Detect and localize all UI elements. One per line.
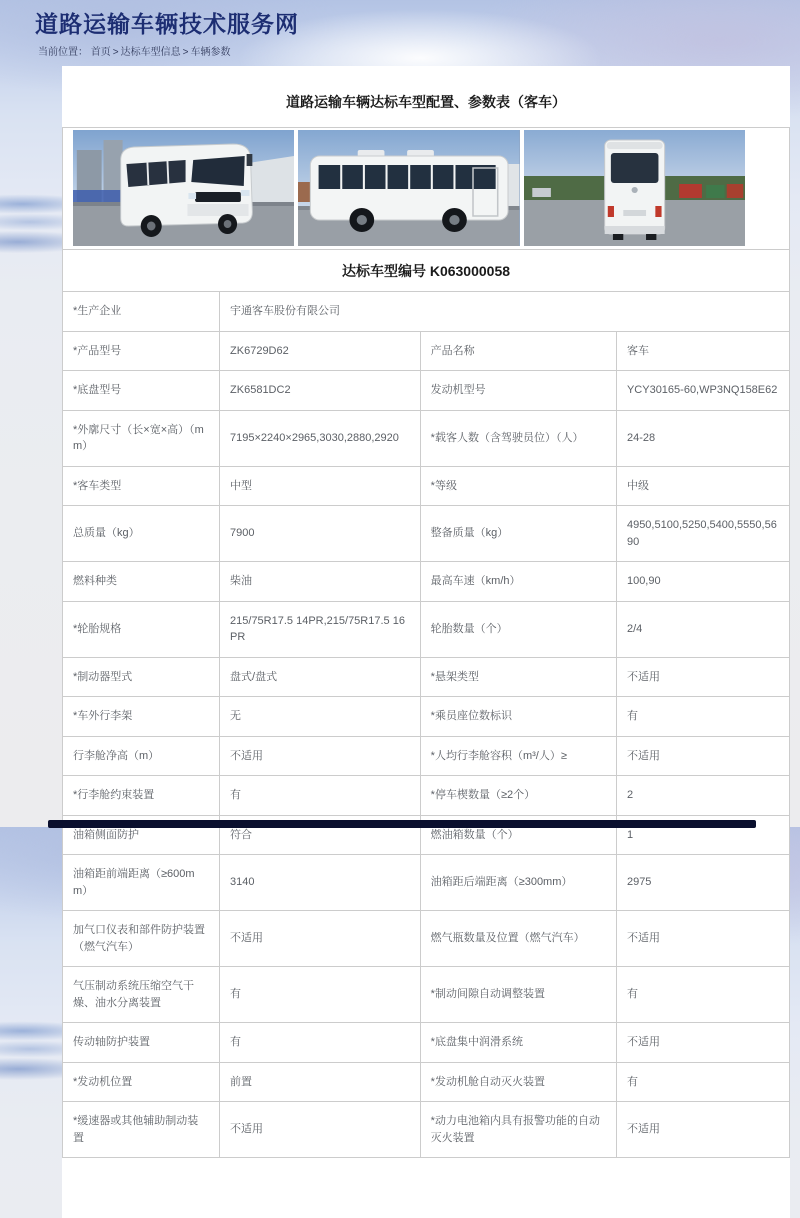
spec-label-cell: 轮胎数量（个）	[420, 601, 616, 657]
table-row	[63, 1102, 790, 1158]
spec-table-body	[63, 292, 790, 1158]
spec-label-cell: 燃油箱数量（个）	[420, 815, 616, 855]
spec-label-cell: 行李舱净高（m）	[63, 736, 220, 776]
breadcrumb	[38, 43, 230, 58]
spec-label-cell: *制动间隙自动调整装置	[420, 967, 616, 1023]
table-row	[63, 466, 790, 506]
table-row	[63, 506, 790, 562]
spec-value-cell: 3140	[220, 855, 421, 911]
spec-value-cell: 不适用	[220, 1102, 421, 1158]
spec-label-cell: *乘员座位数标识	[420, 697, 616, 737]
spec-label-cell: *行李舱约束装置	[63, 776, 220, 816]
spec-label-cell: 总质量（kg）	[63, 506, 220, 562]
table-row	[63, 371, 790, 411]
spec-value-cell: 有	[616, 1062, 789, 1102]
table-row	[63, 855, 790, 911]
bus-side-photo	[298, 130, 519, 246]
spec-value-cell: 不适用	[616, 911, 789, 967]
content-panel	[62, 66, 790, 1218]
spec-label-cell: 产品名称	[420, 331, 616, 371]
spec-label-cell: 最高车速（km/h）	[420, 562, 616, 602]
spec-value-cell: 不适用	[616, 736, 789, 776]
table-row	[63, 292, 790, 332]
spec-value-cell: 有	[220, 1023, 421, 1063]
table-row	[63, 657, 790, 697]
spec-value-cell: 7900	[220, 506, 421, 562]
bus-front-photo	[73, 130, 294, 246]
spec-value-cell: 2	[616, 776, 789, 816]
spec-label-cell: *人均行李舱容积（m³/人）≥	[420, 736, 616, 776]
spec-label-cell: *轮胎规格	[63, 601, 220, 657]
model-code-heading: 达标车型编号 K063000058	[62, 249, 790, 291]
table-row	[63, 1023, 790, 1063]
spec-label-cell: *悬架类型	[420, 657, 616, 697]
spec-label-cell: *车外行李架	[63, 697, 220, 737]
spec-value-cell: ZK6581DC2	[220, 371, 421, 411]
spec-label-cell: 气压制动系统压缩空气干燥、油水分离装置	[63, 967, 220, 1023]
spec-value-cell: YCY30165-60,WP3NQ158E62	[616, 371, 789, 411]
spec-label-cell: *发动机舱自动灭火装置	[420, 1062, 616, 1102]
spec-value-cell: 有	[220, 776, 421, 816]
spec-label-cell: *底盘型号	[63, 371, 220, 411]
table-row	[63, 967, 790, 1023]
spec-value-cell: 有	[616, 967, 789, 1023]
spec-value-cell: 盘式/盘式	[220, 657, 421, 697]
spec-label-cell: 油箱距后端距离（≥300mm）	[420, 855, 616, 911]
spec-label-cell: *产品型号	[63, 331, 220, 371]
breadcrumb-item-3: 车辆参数	[190, 47, 231, 58]
spec-value-cell: 不适用	[220, 911, 421, 967]
table-row	[63, 331, 790, 371]
spec-value-cell: 中级	[616, 466, 789, 506]
spec-value-cell: 4950,5100,5250,5400,5550,5690	[616, 506, 789, 562]
spec-label-cell: *底盘集中润滑系统	[420, 1023, 616, 1063]
spec-value-cell: 柴油	[220, 562, 421, 602]
spec-value-cell: 1	[616, 815, 789, 855]
breadcrumb-item-2[interactable]: 达标车型信息	[120, 47, 181, 58]
spec-label-cell: 整备质量（kg）	[420, 506, 616, 562]
spec-value-cell: 不适用	[616, 1023, 789, 1063]
spec-label-cell: 油箱侧面防护	[63, 815, 220, 855]
breadcrumb-separator: >	[182, 47, 189, 58]
spec-value-cell: 2/4	[616, 601, 789, 657]
breadcrumb-item-1[interactable]: 首页	[90, 47, 111, 58]
spec-label-cell: *等级	[420, 466, 616, 506]
table-row	[63, 410, 790, 466]
table-row	[63, 1062, 790, 1102]
table-row	[63, 562, 790, 602]
spec-value-cell: 2975	[616, 855, 789, 911]
spec-value-cell: 不适用	[616, 1102, 789, 1158]
spec-label-cell: *停车楔数量（≥2个）	[420, 776, 616, 816]
table-row	[63, 601, 790, 657]
spec-label-cell: *发动机位置	[63, 1062, 220, 1102]
spec-label-cell: 油箱距前端距离（≥600mm）	[63, 855, 220, 911]
spec-label-cell: 加气口仪表和部件防护装置（燃气汽车）	[63, 911, 220, 967]
spec-label-cell: 燃气瓶数量及位置（燃气汽车）	[420, 911, 616, 967]
breadcrumb-separator: >	[112, 47, 119, 58]
spec-label-cell: *动力电池箱内具有报警功能的自动灭火装置	[420, 1102, 616, 1158]
spec-value-cell: 符合	[220, 815, 421, 855]
vehicle-photo-strip	[62, 127, 790, 249]
spec-label-cell: *生产企业	[63, 292, 220, 332]
spec-label-cell: *载客人数（含驾驶员位）（人）	[420, 410, 616, 466]
spec-value-cell: 100,90	[616, 562, 789, 602]
spec-label-cell: *制动器型式	[63, 657, 220, 697]
spec-label-cell: 传动轴防护装置	[63, 1023, 220, 1063]
spec-value-cell: 215/75R17.5 14PR,215/75R17.5 16PR	[220, 601, 421, 657]
table-row	[63, 911, 790, 967]
spec-value-cell: 不适用	[220, 736, 421, 776]
spec-value-cell: 宇通客车股份有限公司	[220, 292, 790, 332]
spec-value-cell: 有	[616, 697, 789, 737]
spec-label-cell: 燃料种类	[63, 562, 220, 602]
site-title: 道路运输车辆技术服务网	[35, 11, 299, 37]
spec-value-cell: 无	[220, 697, 421, 737]
spec-label-cell: 发动机型号	[420, 371, 616, 411]
page-title: 道路运输车辆达标车型配置、参数表（客车）	[286, 94, 566, 110]
breadcrumb-items	[91, 47, 231, 58]
spec-value-cell: 不适用	[616, 657, 789, 697]
bus-rear-photo	[524, 130, 745, 246]
table-row	[63, 776, 790, 816]
spec-value-cell: 有	[220, 967, 421, 1023]
spec-value-cell: 前置	[220, 1062, 421, 1102]
spec-table	[62, 291, 790, 1158]
table-row	[63, 697, 790, 737]
spec-value-cell: ZK6729D62	[220, 331, 421, 371]
spec-value-cell: 24-28	[616, 410, 789, 466]
spec-value-cell: 客车	[616, 331, 789, 371]
breadcrumb-label: 当前位置：	[38, 47, 88, 58]
spec-value-cell: 中型	[220, 466, 421, 506]
spec-value-cell: 7195×2240×2965,3030,2880,2920	[220, 410, 421, 466]
spec-label-cell: *缓速器或其他辅助制动装置	[63, 1102, 220, 1158]
table-row	[63, 736, 790, 776]
spec-label-cell: *外廓尺寸（长×宽×高）（mm）	[63, 410, 220, 466]
spec-label-cell: *客车类型	[63, 466, 220, 506]
